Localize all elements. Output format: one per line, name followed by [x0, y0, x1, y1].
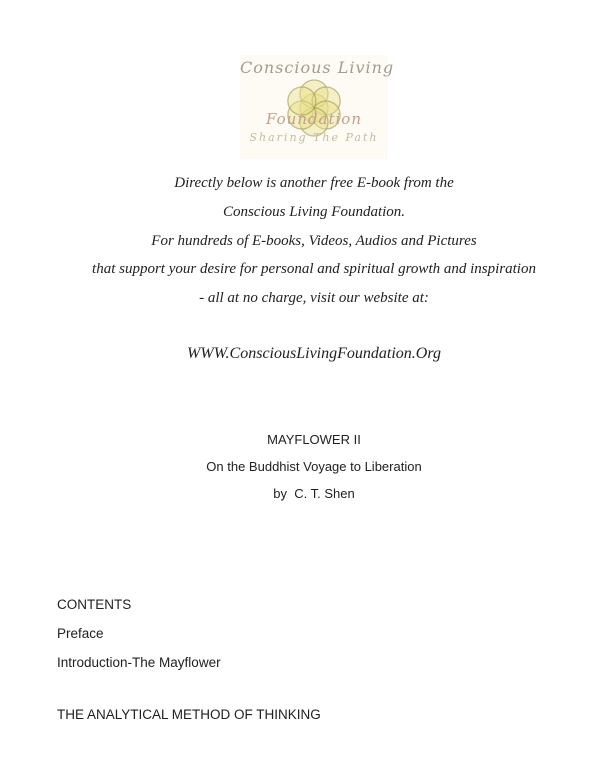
promo-text-block [0, 169, 600, 313]
contents-block [57, 591, 221, 677]
lotus-flower-icon [286, 79, 342, 137]
promo-line: For hundreds of E-books, Videos, Audios and Pictures [151, 232, 477, 249]
section-heading: THE ANALYTICAL METHOD OF THINKING [57, 707, 321, 722]
logo-text-conscious-living: Conscious Living [240, 58, 395, 77]
website-link[interactable]: WWW.ConsciousLivingFoundation.Org [187, 345, 441, 362]
contents-heading: CONTENTS [57, 597, 132, 612]
book-subtitle: On the Buddhist Voyage to Liberation [206, 459, 422, 474]
contents-item: Preface [57, 625, 104, 641]
logo-text-foundation: Foundation [265, 110, 362, 128]
foundation-logo [240, 55, 395, 159]
title-block [0, 426, 600, 507]
promo-line: that support your desire for personal and spiritual growth and inspiration [92, 261, 536, 278]
promo-line: Conscious Living Foundation. [222, 203, 406, 220]
book-title: MAYFLOWER II [267, 432, 361, 447]
promo-line: Directly below is another free E-book from the [174, 175, 454, 191]
logo-tagline: Sharing The Path [249, 131, 379, 144]
book-author: by C. T. Shen [273, 486, 355, 501]
contents-item: Introduction-The Mayflower [57, 654, 221, 670]
promo-line: - all at no charge, visit our website at: [199, 290, 429, 307]
